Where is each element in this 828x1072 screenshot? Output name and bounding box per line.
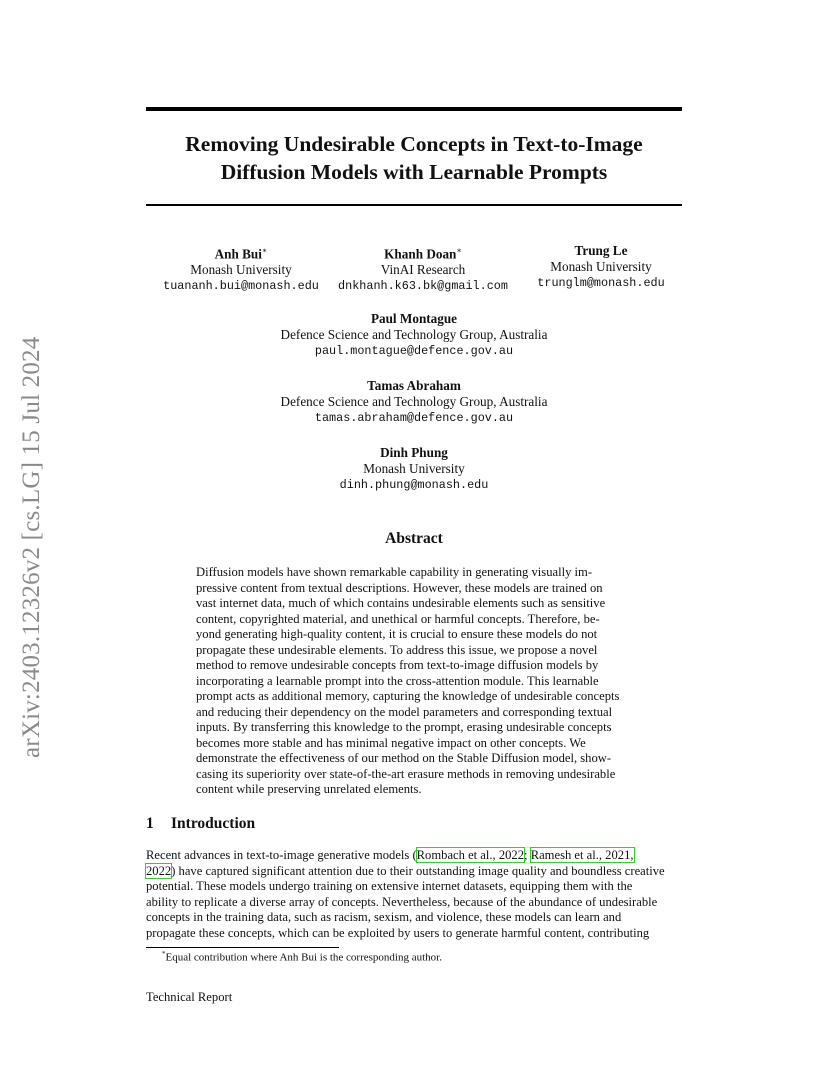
author-block (151, 243, 331, 294)
citation-link[interactable]: Ramesh et al., 2021, (530, 848, 634, 862)
citation-link[interactable]: Rombach et al., 2022 (416, 848, 525, 862)
section-title: Introduction (171, 815, 256, 832)
abstract-line: becomes more stable and has minimal negative impact on other concepts. We (196, 735, 586, 750)
abstract-line: yond generating high-quality content, it is crucial to ensure these models do not (196, 627, 598, 641)
introduction-body (146, 848, 683, 942)
abstract-line: demonstrate the effectiveness of our method on the Stable Diffusion model, show- (196, 751, 612, 765)
footnote-mark: * (162, 950, 166, 958)
abstract-heading: Abstract (385, 530, 443, 547)
intro-line: concepts in the training data, such as racism, sexism, and violence, these models can learn and (146, 910, 622, 925)
author-affiliation: VinAI Research (380, 262, 466, 278)
author-email[interactable]: dnkhanh.k63.bk@gmail.com (338, 279, 508, 294)
abstract-line: content while preserving unrelated elements. (196, 782, 422, 796)
intro-line: potential. These models undergo training on extensive internet datasets, equipping them with the (146, 879, 633, 894)
author-name: Anh Bui∗ (214, 246, 268, 262)
intro-line: 2022) have captured significant attention due to their outstanding image quality and boundless creative (146, 863, 665, 878)
abstract-line: and reducing their dependency on the model parameters and corresponding textual (196, 704, 613, 719)
abstract-line: method to remove undesirable concepts from text-to-image diffusion models by (196, 658, 599, 672)
abstract-line: propagate these undesirable elements. To address this issue, we propose a novel (196, 642, 598, 657)
author-email[interactable]: dinh.phung@monash.edu (339, 478, 489, 492)
author-name: Dinh Phung (380, 445, 448, 460)
footer-label: Technical Report (146, 990, 233, 1004)
footnote (162, 950, 442, 964)
intro-line: ability to replicate a diverse array of concepts. Nevertheless, because of the abundance of undesirable (146, 894, 658, 909)
author-name: Tamas Abraham (367, 378, 461, 393)
author-block (146, 445, 682, 493)
section-number: 1 (146, 815, 154, 832)
author-email[interactable]: trunglm@monash.edu (537, 276, 665, 290)
title-bottom-rule (146, 204, 682, 206)
intro-line: propagate these concepts, which can be exploited by users to generate harmful content, contributing (146, 925, 650, 940)
paper-title (146, 130, 682, 186)
intro-line: Recent advances in text-to-image generative models (Rombach et al., 2022; Ramesh et al., 2021, (146, 848, 634, 862)
author-name: Trung Le (574, 243, 628, 258)
author-affiliation: Monash University (363, 461, 465, 476)
title-line-2: Diffusion Models with Learnable Prompts (220, 160, 608, 184)
author-name: Khanh Doan∗ (384, 246, 462, 262)
abstract-line: incorporating a learnable prompt into the cross-attention module. This learnable (196, 673, 599, 688)
abstract-body (196, 565, 636, 798)
footnote-rule (146, 947, 339, 948)
author-affiliation: Defence Science and Technology Group, Australia (280, 327, 548, 342)
author-affiliation: Monash University (550, 259, 652, 274)
citation-link[interactable]: 2022 (146, 863, 172, 878)
section-heading (146, 815, 255, 833)
abstract-line: content, copyrighted material, and unethical or harmful concepts. Therefore, be- (196, 611, 600, 626)
author-email[interactable]: tuananh.bui@monash.edu (163, 279, 319, 294)
author-block (333, 243, 513, 294)
title-top-rule (146, 107, 682, 111)
author-block (516, 243, 686, 291)
abstract-line: Diffusion models have shown remarkable capability in generating visually im- (196, 565, 593, 579)
author-affiliation: Monash University (190, 262, 292, 278)
abstract-line: casing its superiority over state-of-the-art erasure methods in removing undesirable (196, 766, 616, 781)
author-email[interactable]: tamas.abraham@defence.gov.au (314, 411, 514, 425)
author-name: Paul Montague (370, 311, 458, 326)
abstract-line: inputs. By transferring this knowledge to the prompt, erasing undesirable concepts (196, 720, 612, 734)
author-block (146, 378, 682, 426)
author-block (146, 311, 682, 359)
abstract-line: vast internet data, much of which contains undesirable elements such as sensitive (196, 596, 606, 610)
arxiv-identifier[interactable]: arXiv:2403.12326v2 [cs.LG] 15 Jul 2024 (18, 336, 45, 758)
author-email[interactable]: paul.montague@defence.gov.au (314, 344, 514, 358)
abstract-line: pressive content from textual descriptions. However, these models are trained on (196, 580, 603, 595)
title-line-1: Removing Undesirable Concepts in Text-to-Image (185, 132, 643, 156)
author-affiliation: Defence Science and Technology Group, Australia (280, 394, 548, 409)
footnote-text: Equal contribution where Anh Bui is the corresponding author. (165, 951, 442, 964)
abstract-line: prompt acts as additional memory, capturing the knowledge of undesirable concepts (196, 689, 620, 703)
